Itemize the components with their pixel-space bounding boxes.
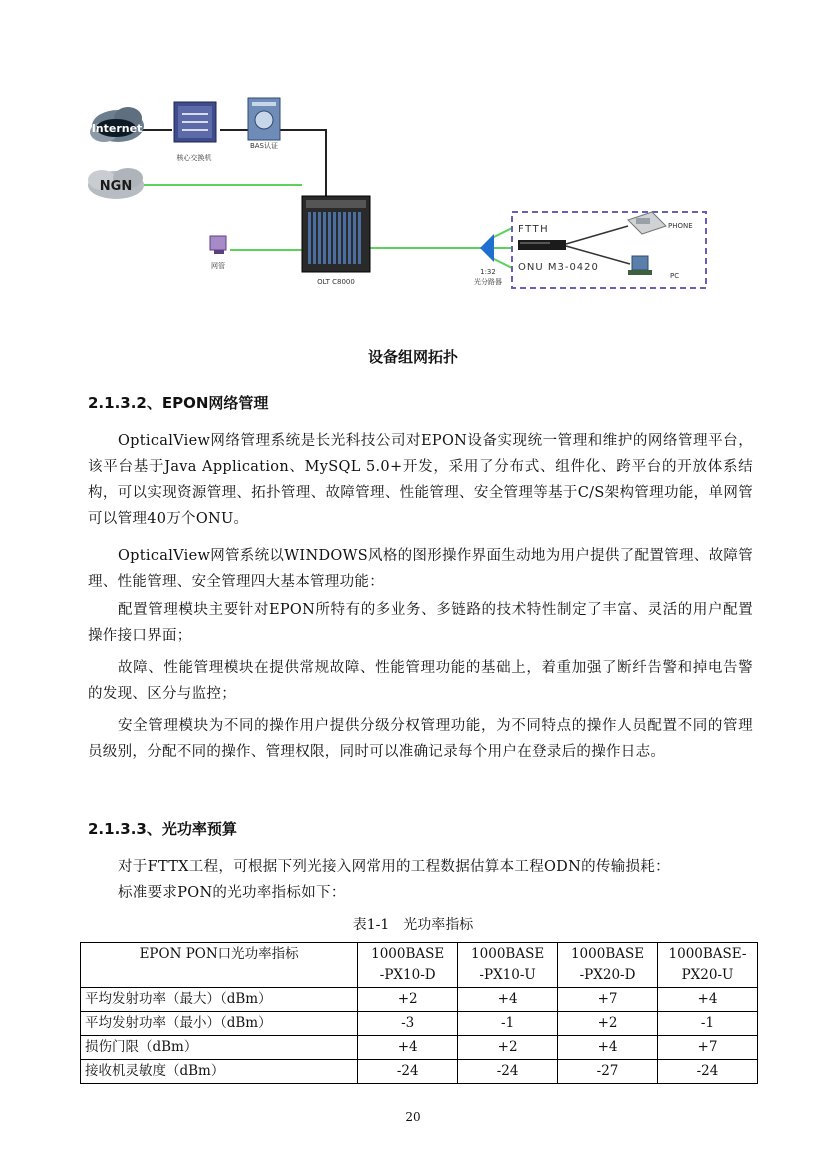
table-header-row — [81, 943, 758, 988]
table-cell: -24 — [658, 1060, 758, 1084]
nms-computer-icon — [210, 236, 226, 254]
internet-label: Internet — [91, 122, 143, 135]
pc-label: PC — [670, 272, 680, 280]
paragraph: 配置管理模块主要针对EPON所特有的多业务、多链路的技术特性制定了丰富、灵活的用户配置操作接口界面； — [88, 602, 753, 644]
table-cell: -3 — [358, 1012, 458, 1036]
paragraph: 标准要求PON的光功率指标如下： — [118, 885, 346, 901]
olt-chassis-icon — [302, 196, 370, 272]
table-cell: -24 — [358, 1060, 458, 1084]
core-switch-icon — [174, 102, 216, 142]
paragraph: OpticalView网管系统以WINDOWS风格的图形操作界面生动地为用户提供了配置管理、故障管理、性能管理、安全管理四大基本管理功能： — [88, 548, 753, 590]
table-cell: +4 — [558, 1036, 658, 1060]
table-cell: -1 — [458, 1012, 558, 1036]
table-cell: +2 — [558, 1012, 658, 1036]
table-cell: -27 — [558, 1060, 658, 1084]
phone-label: PHONE — [668, 222, 693, 230]
bas-server-icon — [248, 98, 280, 140]
paragraph: 安全管理模块为不同的操作用户提供分级分权管理功能，为不同特点的操作人员配置不同的管理员级别，分配不同的操作、管理权限，同时可以准确记录每个用户在登录后的操作日志。 — [88, 718, 753, 760]
ftth-label: FTTH — [518, 224, 550, 235]
onu-label: ONU M3-0420 — [518, 262, 599, 273]
onu-device-icon — [518, 240, 566, 250]
table-cell: +2 — [458, 1036, 558, 1060]
table-header-cell: 1000BASE -PX20-D — [558, 943, 658, 988]
table-cell: +7 — [558, 988, 658, 1012]
section-heading-power: 2.1.3.3、光功率预算 — [88, 820, 237, 838]
table-cell: 损伤门限（dBm） — [81, 1036, 358, 1060]
table-row — [81, 1012, 758, 1036]
table-cell: +2 — [358, 988, 458, 1012]
table-header-cell: EPON PON口光功率指标 — [81, 943, 358, 988]
table-row — [81, 1060, 758, 1084]
table-cell: +4 — [358, 1036, 458, 1060]
optical-power-table — [80, 942, 758, 1084]
table-caption: 表1-1 光功率指标 — [352, 917, 474, 933]
paragraph: 对于FTTX工程，可根据下列光接入网常用的工程数据估算本工程ODN的传输损耗： — [118, 859, 670, 875]
table-cell: 平均发射功率（最小）（dBm） — [81, 1012, 358, 1036]
black-links — [138, 130, 326, 196]
core-switch-label: 核心交换机 — [176, 154, 212, 162]
phone-icon — [628, 212, 666, 234]
table-cell: 接收机灵敏度（dBm） — [81, 1060, 358, 1084]
table-cell: 平均发射功率（最大）（dBm） — [81, 988, 358, 1012]
figure-caption: 设备组网拓扑 — [367, 348, 458, 366]
table-row — [81, 1036, 758, 1060]
section-heading-epon: 2.1.3.2、EPON网络管理 — [88, 394, 269, 412]
table-header-cell: 1000BASE -PX10-U — [458, 943, 558, 988]
table-row — [81, 988, 758, 1012]
table-cell: +7 — [658, 1036, 758, 1060]
splitter-icon — [480, 234, 494, 262]
table-cell: +4 — [658, 988, 758, 1012]
bas-label: BAS认证 — [249, 142, 279, 150]
nms-label: 网管 — [211, 262, 225, 270]
network-topology-diagram — [80, 88, 720, 308]
paragraph: OpticalView网络管理系统是长光科技公司对EPON设备实现统一管理和维护的网络管理平台，该平台基于Java Application、MySQL 5.0+开发，采用了分布式、组件化、跨平台的开放体系结构，可以实现资源管理、拓扑管理、故障管理、性能管理、安全管理等基于C/S架构管理功能，单网管可以管理40万个ONU。 — [88, 433, 753, 527]
table-cell: -1 — [658, 1012, 758, 1036]
pc-icon — [628, 256, 652, 275]
olt-label: OLT C8000 — [317, 278, 355, 286]
ngn-label: NGN — [99, 179, 133, 194]
table-cell: -24 — [458, 1060, 558, 1084]
splitter-ratio-label: 1:32 — [480, 268, 496, 276]
table-cell: +4 — [458, 988, 558, 1012]
paragraph: 故障、性能管理模块在提供常规故障、性能管理功能的基础上，着重加强了断纤告警和掉电告警的发现、区分与监控； — [88, 660, 753, 702]
table-header-cell: 1000BASE- PX20-U — [658, 943, 758, 988]
page-number: 20 — [405, 1110, 421, 1124]
table-header-cell: 1000BASE -PX10-D — [358, 943, 458, 988]
splitter-label: 光分路器 — [474, 278, 502, 286]
